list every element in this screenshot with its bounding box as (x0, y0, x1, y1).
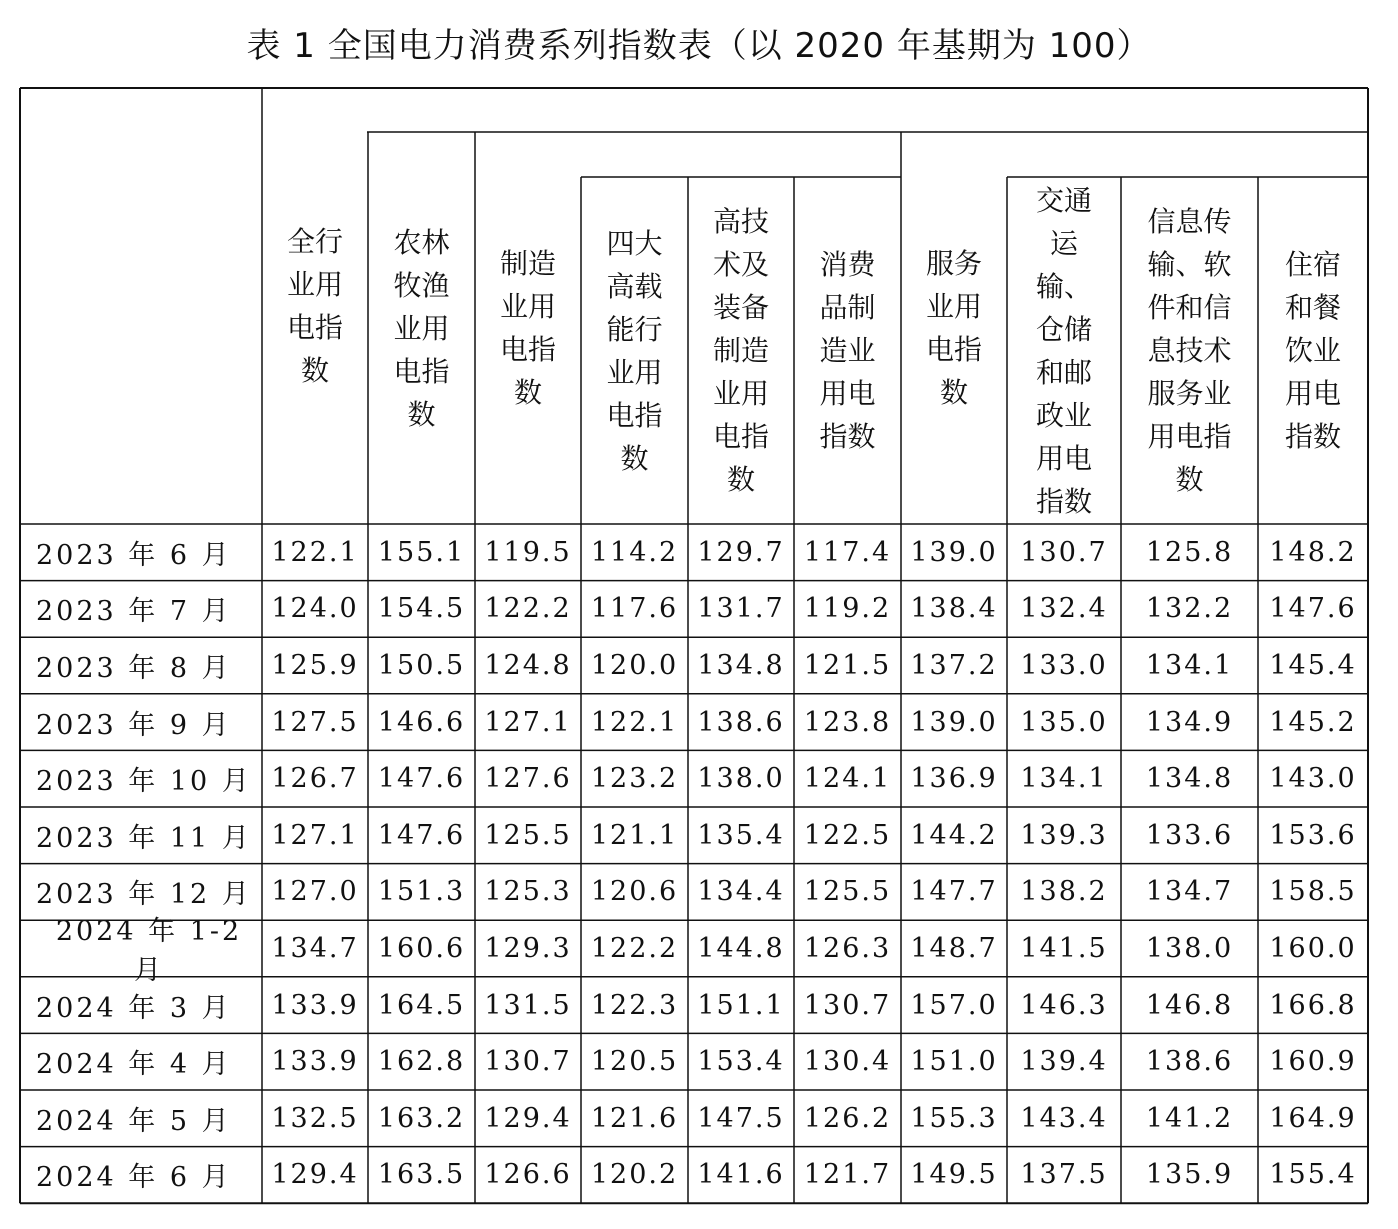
table-cell: 120.2 (590, 1159, 679, 1191)
table-cell: 117.6 (590, 593, 679, 625)
table-cell: 147.6 (377, 819, 466, 851)
table-cell: 166.8 (1269, 989, 1357, 1021)
table-cell: 139.0 (910, 706, 998, 738)
table-cell: 148.2 (1269, 536, 1357, 568)
table-cell: 137.5 (1020, 1159, 1108, 1191)
table-cell: 138.0 (1145, 932, 1234, 964)
row-date: 2023 年 11 月 (36, 822, 252, 854)
table-cell: 141.5 (1020, 932, 1108, 964)
table-cell: 122.5 (803, 819, 892, 851)
table-cell: 121.7 (803, 1159, 892, 1191)
table-cell: 154.5 (377, 593, 466, 625)
row-date: 2024 年 1-2 月 (55, 916, 243, 987)
row-date: 2023 年 6 月 (36, 539, 232, 571)
row-date: 2023 年 9 月 (36, 709, 232, 741)
row-date: 2023 年 12 月 (36, 879, 252, 911)
table-cell: 135.4 (697, 819, 785, 851)
table-title: 表 1 全国电力消费系列指数表（以 2020 年基期为 100） (246, 26, 1152, 66)
table-cell: 147.6 (1269, 593, 1357, 625)
table-cell: 122.2 (484, 593, 572, 625)
row-date: 2024 年 3 月 (36, 992, 232, 1024)
table-cell: 163.5 (377, 1159, 466, 1191)
table-cell: 124.0 (271, 593, 359, 625)
table-cell: 163.2 (377, 1102, 466, 1134)
column-header: 高技 术及 装备 制造 业用 电指 数 (712, 205, 769, 496)
table-cell: 139.4 (1020, 1046, 1108, 1078)
table-cell: 129.3 (484, 932, 572, 964)
table-cell: 121.5 (803, 649, 892, 681)
table-cell: 125.8 (1145, 536, 1234, 568)
table-cell: 138.0 (697, 763, 785, 795)
column-header: 消费 品制 造业 用电 指数 (819, 248, 876, 453)
table-cell: 162.8 (377, 1046, 466, 1078)
table-cell: 141.2 (1145, 1102, 1234, 1134)
table-cell: 127.5 (271, 706, 359, 738)
table-cell: 160.9 (1269, 1046, 1357, 1078)
table-cell: 120.5 (590, 1046, 679, 1078)
table-cell: 137.2 (910, 649, 998, 681)
column-header: 农林 牧渔 业用 电指 数 (393, 225, 450, 431)
row-date: 2024 年 5 月 (36, 1105, 232, 1137)
table-cell: 138.6 (1145, 1046, 1234, 1078)
table-cell: 127.1 (271, 819, 359, 851)
table-cell: 146.3 (1020, 989, 1108, 1021)
table-cell: 124.8 (484, 649, 572, 681)
column-header: 交通 运 输、 仓储 和邮 政业 用电 指数 (1035, 183, 1092, 518)
table-cell: 129.4 (271, 1159, 359, 1191)
table-cell: 134.4 (697, 876, 785, 908)
table-cell: 138.6 (697, 706, 785, 738)
table-cell: 150.5 (377, 649, 466, 681)
table-cell: 143.4 (1020, 1102, 1108, 1134)
column-header: 全行 业用 电指 数 (286, 225, 343, 387)
table-cell: 141.6 (697, 1159, 785, 1191)
table-cell: 135.0 (1020, 706, 1108, 738)
table-cell: 143.0 (1269, 763, 1357, 795)
table-cell: 155.4 (1269, 1159, 1357, 1191)
table-cell: 148.7 (910, 932, 998, 964)
row-date: 2023 年 8 月 (36, 652, 232, 684)
table-cell: 122.3 (590, 989, 679, 1021)
table-cell: 145.2 (1269, 706, 1357, 738)
table-cell: 125.9 (271, 649, 359, 681)
table-cell: 126.7 (271, 763, 359, 795)
column-header: 信息传 输、软 件和信 息技术 服务业 用电指 数 (1147, 205, 1232, 496)
table-cell: 122.1 (271, 536, 359, 568)
table-cell: 134.7 (271, 932, 359, 964)
row-date: 2024 年 4 月 (36, 1049, 232, 1081)
table-cell: 132.4 (1020, 593, 1108, 625)
table-cell: 131.7 (697, 593, 785, 625)
table-cell: 135.9 (1145, 1159, 1234, 1191)
table-cell: 158.5 (1269, 876, 1357, 908)
table-cell: 133.9 (271, 1046, 359, 1078)
table-cell: 126.6 (484, 1159, 572, 1191)
table-cell: 138.4 (910, 593, 998, 625)
table-cell: 123.8 (803, 706, 892, 738)
table-cell: 153.6 (1269, 819, 1357, 851)
table-cell: 121.1 (590, 819, 679, 851)
table-cell: 160.0 (1269, 932, 1357, 964)
table-cell: 120.0 (590, 649, 679, 681)
table-cell: 134.1 (1145, 649, 1234, 681)
table-cell: 126.3 (803, 932, 892, 964)
table-cell: 133.6 (1145, 819, 1234, 851)
table-cell: 134.9 (1145, 706, 1234, 738)
table-cell: 125.5 (484, 819, 572, 851)
column-header: 制造 业用 电指 数 (499, 247, 556, 409)
table-cell: 119.5 (484, 536, 572, 568)
table-cell: 164.5 (377, 989, 466, 1021)
table-cell: 127.0 (271, 876, 359, 908)
table-cell: 125.5 (803, 876, 892, 908)
table-cell: 151.1 (697, 989, 785, 1021)
table-cell: 136.9 (910, 763, 998, 795)
table-cell: 119.2 (803, 593, 892, 625)
table-cell: 147.6 (377, 763, 466, 795)
table-cell: 124.1 (803, 763, 892, 795)
table-cell: 130.7 (484, 1046, 572, 1078)
table-cell: 138.2 (1020, 876, 1108, 908)
table-cell: 144.8 (697, 932, 785, 964)
table-cell: 127.6 (484, 763, 572, 795)
table-cell: 134.8 (1145, 763, 1234, 795)
column-header: 服务 业用 电指 数 (925, 247, 982, 409)
column-header: 住宿 和餐 饮业 用电 指数 (1284, 248, 1341, 453)
row-date: 2024 年 6 月 (36, 1162, 232, 1194)
table-cell: 133.0 (1020, 649, 1108, 681)
table-cell: 151.0 (910, 1046, 998, 1078)
column-header: 四大 高载 能行 业用 电指 数 (606, 226, 663, 475)
table-cell: 153.4 (697, 1046, 785, 1078)
table-cell: 123.2 (590, 763, 679, 795)
table-cell: 151.3 (377, 876, 466, 908)
table-cell: 121.6 (590, 1102, 679, 1134)
table-cell: 120.6 (590, 876, 679, 908)
table-cell: 133.9 (271, 989, 359, 1021)
table-cell: 164.9 (1269, 1102, 1357, 1134)
table-cell: 134.1 (1020, 763, 1108, 795)
table-cell: 146.8 (1145, 989, 1234, 1021)
table-cell: 122.1 (590, 706, 679, 738)
table-cell: 147.7 (910, 876, 998, 908)
table-cell: 127.1 (484, 706, 572, 738)
table-cell: 132.5 (271, 1102, 359, 1134)
table-cell: 125.3 (484, 876, 572, 908)
table-cell: 134.7 (1145, 876, 1234, 908)
table-cell: 144.2 (910, 819, 998, 851)
row-date: 2023 年 10 月 (36, 766, 252, 798)
table-cell: 139.3 (1020, 819, 1108, 851)
table-cell: 147.5 (697, 1102, 785, 1134)
table-cell: 146.6 (377, 706, 466, 738)
table-cell: 160.6 (377, 932, 466, 964)
row-date: 2023 年 7 月 (36, 596, 232, 628)
table-cell: 139.0 (910, 536, 998, 568)
table-cell: 130.7 (1020, 536, 1108, 568)
table-cell: 134.8 (697, 649, 785, 681)
table-cell: 122.2 (590, 932, 679, 964)
table-cell: 126.2 (803, 1102, 892, 1134)
table-cell: 130.7 (803, 989, 892, 1021)
table-cell: 157.0 (910, 989, 998, 1021)
table-cell: 114.2 (590, 536, 679, 568)
table-cell: 129.7 (697, 536, 785, 568)
table-cell: 117.4 (803, 536, 892, 568)
table-cell: 132.2 (1145, 593, 1234, 625)
table-cell: 149.5 (910, 1159, 998, 1191)
table-cell: 131.5 (484, 989, 572, 1021)
table-cell: 129.4 (484, 1102, 572, 1134)
table-cell: 155.3 (910, 1102, 998, 1134)
table-cell: 155.1 (377, 536, 466, 568)
table-cell: 145.4 (1269, 649, 1357, 681)
table-cell: 130.4 (803, 1046, 892, 1078)
